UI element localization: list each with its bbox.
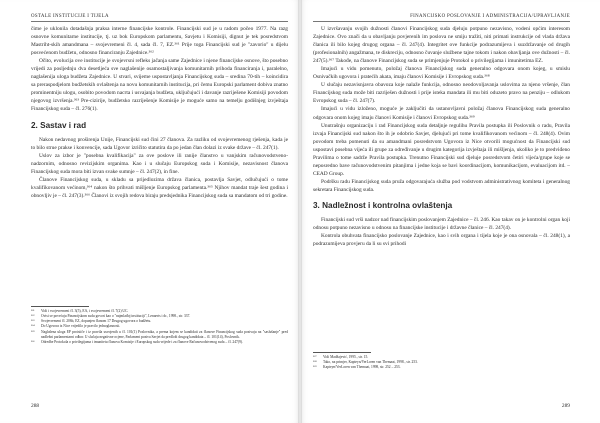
paragraph: Uslov za izbor je "posebna kvalifikacija" za ove poslove ili ranije članstvo u vanjskim računovodstveno-nadzornim, odnosno revizijskim organima. Kao i u slučaju Europskog suda i Komisije, nezavisnost članova Financijskog suda mora biti izvan svake sumnje – čl. 247(2), in fine.: [31, 152, 288, 175]
footnote-text: Naglašena uloga EP proističe i iz pravila usvojenih u čl. 101(1) Poslovnika, a prema kojem se kandidati za članove Financijskog suda pozivaju na "saslušanje" pred nadležni parlamentarni odbor. U slučaju negativne ocjene, Parlament poziva Savjet da predloži drugog kandidata – čl. 101(14), Poslovnik.: [41, 329, 288, 339]
paragraph: Nakon nedavnog proširenja Unije, Financijski sud čini 27 članova. Za razliku od svojevremenog rješenja, kada je to bilo strue prakse i konvencije, sada Ugovor izričito statutira da po jedan član dolazi iz svake države – čl. 247(1).: [31, 136, 288, 151]
section-heading: 2. Sastav i rad: [31, 120, 87, 130]
footnote-text: Tako, na primjer, Kapteyn/VerLoren van Themaat, 1998., str. 253.: [323, 360, 418, 365]
section-heading: 3. Nadležnost i kontrolna ovlaštenja: [313, 200, 453, 210]
paragraph: Podršku radu Financijskog suda pruža odgovarajuća služba pod vodstvom administrativnog komiteta i generalnog sekretara Financijskog suda.: [313, 178, 570, 193]
footnotes: [31, 306, 288, 345]
footnote-text: Do Ugovora iz Nice vrijedilo je pravilo jednoglasnosti.: [41, 324, 121, 329]
footnotes: [313, 352, 570, 370]
paragraph: U slučaju nezavisnjavra obavoza koje nalaže funkcija, odnosno neodovoljavanja uslovima za njeno vršenje, član Financijskog suda može biti razriješen dužnosti i prije isteka mandata ili mu biti oduzeto pravo na penziju – odlukom Evropskog suda – čl. 247(7).: [313, 82, 570, 105]
footnote-number: ³⁶⁹: [313, 365, 317, 370]
footnote: [313, 365, 570, 370]
footnote-text: Svojevremeni čl. 206b, EZ, dopunjen članom 17 Drugog ugovora o budžetu.: [41, 319, 152, 324]
paragraph: Imajući u vidu pomenuto, položaj članova Financijskog suda generalno odgovara onom kojeg, u smislu Osnivačkih ugovora i pratećih akata, imaju članovi Komisije i Evropskog suda.³⁶⁸: [313, 66, 570, 81]
footnote: [31, 340, 288, 345]
footnote-number: ³⁶³: [31, 319, 35, 324]
paragraph: Članove Financijskog suda, u skladu sa prijedlozima država članica, postavlja Savjet, odlučujući o tome kvalifikovanom većinom,³⁶⁴ nakon što prihvati mišljenje Europskog parlamenta.³⁶⁵ Njihov mandat traje šest godina i obnovljiv je – čl. 247(3).³⁶⁶ Članovi iz svojih redova biraju predsjednika Financijskog suda sa mandatom od tri godine.: [31, 176, 288, 199]
paragraph: U izvršavanju svojih dužnosti članovi Financijskog suda djeluju potpuno nezavisno, vodeni općim interesom Zajednice. Ovo znači da u obavljanju povjerenih im poslova ne smiju tražiti, niti primati instrukcije od vlada država članica ili bilo kojeg drugog organa – čl. 247(4). Integritet ove funkcije podrazumijeva i suzdržavanje od drugih (profesionalnih) angažmana, te diskreciju, odnosno čuvanje službene tajne tokom i nakon obavljanja ove dužnosti – čl. 247(5).³⁶⁷ Takođe, na članove Financijskog suda se primjenjuje Protokol o privilegijama i imunitetima EZ.: [313, 26, 570, 65]
running-header: FINANCIJSKO POSLOVANJE I ADMINISTRACIJA/UPRAVLJANJE: [313, 14, 570, 22]
paragraph: Kontrola obuhvata financijsko poslovanje Zajednice, kao i svih organa i tijela koje je ona osnovala – čl. 248(1), a podrazumijeva provjeru da li su svi prihodi: [313, 233, 570, 248]
body-text: [313, 25, 570, 248]
footnote-number: ³⁶⁶: [31, 339, 35, 344]
footnote: [31, 330, 288, 340]
footnote-number: ³⁶⁷: [313, 355, 317, 359]
footnote-number: ³⁶²: [31, 314, 35, 319]
paragraph: čime je uklonila dotadašnja praksa interne financijske kontrole. Financijski sud je u radom počeo 1977. Na razg osnovne komunitarne institucije, tj. uz bok Europskom parlamentu, Savjetu i Komisiji, dignut je tek posredstvom Mastriht-skih amandmana – svojevremeni čl. 4, sada čl. 7, EZ.³⁶¹ Prije toga Financijski sud je "zavorio" u dijelu posvećenom budžetu, odnosno financiranju Zajednice.³⁶²: [31, 26, 288, 57]
body-text: [31, 25, 288, 200]
book-gutter: [298, 0, 302, 423]
page-number: 288: [31, 403, 40, 409]
footnote-number: ³⁶⁵: [31, 329, 35, 334]
paragraph: Unutrašnju organizaciju i rad Financijskog suda detaljnje regulihu Pravila postupka ili Poslovnik o radu, Pravila izvaja Financijski sud nakon što ih je odobrio Savjet, djelujući pri tome kvalifikovanom većinom – čl. 248(4). Ovim povodom treba pomenuti da su amandmani posredstvom Ugovora iz Nice otvorili mogućnost da Financijski sud uspostavi posebna vijeća ili grupe za određivanje u drugim kategorija izvještaja ili mišljenja, ukoliko je to predviđeno Pravilima o tome sadrže Pravila postupka. Trenutno Financijski sud djeluje posredstvom četiri vijeća/grupe koje se neposredno bave računovodstvenim pitanjima i jedne koja se bavi koordinacijom, komunikacijom, evaluacijom itd. – CEAD Group.: [313, 122, 570, 177]
footnote-text: Ovisi se povećaju Financijskom sudu govori kao o "najmlađoj instituciji", Lenaerts i dr., 1998., str. 337.: [41, 314, 191, 319]
footnote-rule: [31, 306, 89, 307]
page-number: 289: [561, 403, 570, 409]
paragraph: Očito, evolucija ove institucije je svojevrsni refleks jačanja same Zajednice i njene financijske osnove, što posebno vrijedi za posljednju dva desetljeća sve naglašenije osamostaljivanja komunitarnih prihoda financiranja i, paralelno, naglašenija uloga budžeta Zajednice. U stvari, svijeme uspostavljanja Financijskog suda – sredina 70-tih – koincidira sa preraspodjelom budžetskih ovlaštenja na novu komunitarnih institucija, pri čemu Europski parlament dobiva znatno prominentniju ulogu, osobito povodom nacrta i usvajanja budžeta, uključujući i davanje razriješene Komisiji povodom njegovog izvršenja.³⁶³ Pre-cizirije, budžetsko razriješenje Komisije je moguće samo na temelju godišnjeg izvještaja Financijskog suda – čl. 276(1).: [31, 58, 288, 113]
footnote-number: ³⁶⁴: [31, 324, 35, 329]
footnote-number: ³⁶⁸: [313, 360, 317, 365]
footnote-number: ³⁶¹: [31, 309, 35, 313]
footnote-text: Kapteyn/VerLoren van Themaat, 1998, str. 252 – 253.: [323, 365, 401, 370]
footnote-text: Vidi Madžajević, 1995., str. 15.: [323, 355, 369, 359]
right-page: [300, 0, 600, 423]
footnote-rule: [313, 352, 371, 353]
footnote-text: Odredbe Protokola o privilegijama i imunitetu članova Komisije i Europskog suda vrijede i za članove Računovodstvenog suda – čl. 247(9).: [41, 339, 243, 344]
paragraph: Financijski sud vrši nadzor nad financijskim poslovanjem Zajednice – čl. 246. Kao takav on je kontrolni organ koji odnosu potpuno nezavisno u odnosu na financijske institucije i državne članice – čl. 247(4).: [313, 216, 570, 232]
running-header: OSTALE INSTITUCIJE I TIJELA: [31, 14, 288, 22]
footnote-text: Vidi i svojevremeni čl. 3(5), EA, i svojevremeni čl. 7(2) UC.: [41, 309, 129, 313]
paragraph: Imajući u vidu izloženo, moguće je zaključiti da ustanovljavni položaj članova Financijskog suda generalno odgovara onom kojeg imaju članovi Komisije i članovi Evropskog suda.³⁶⁹: [313, 106, 570, 121]
